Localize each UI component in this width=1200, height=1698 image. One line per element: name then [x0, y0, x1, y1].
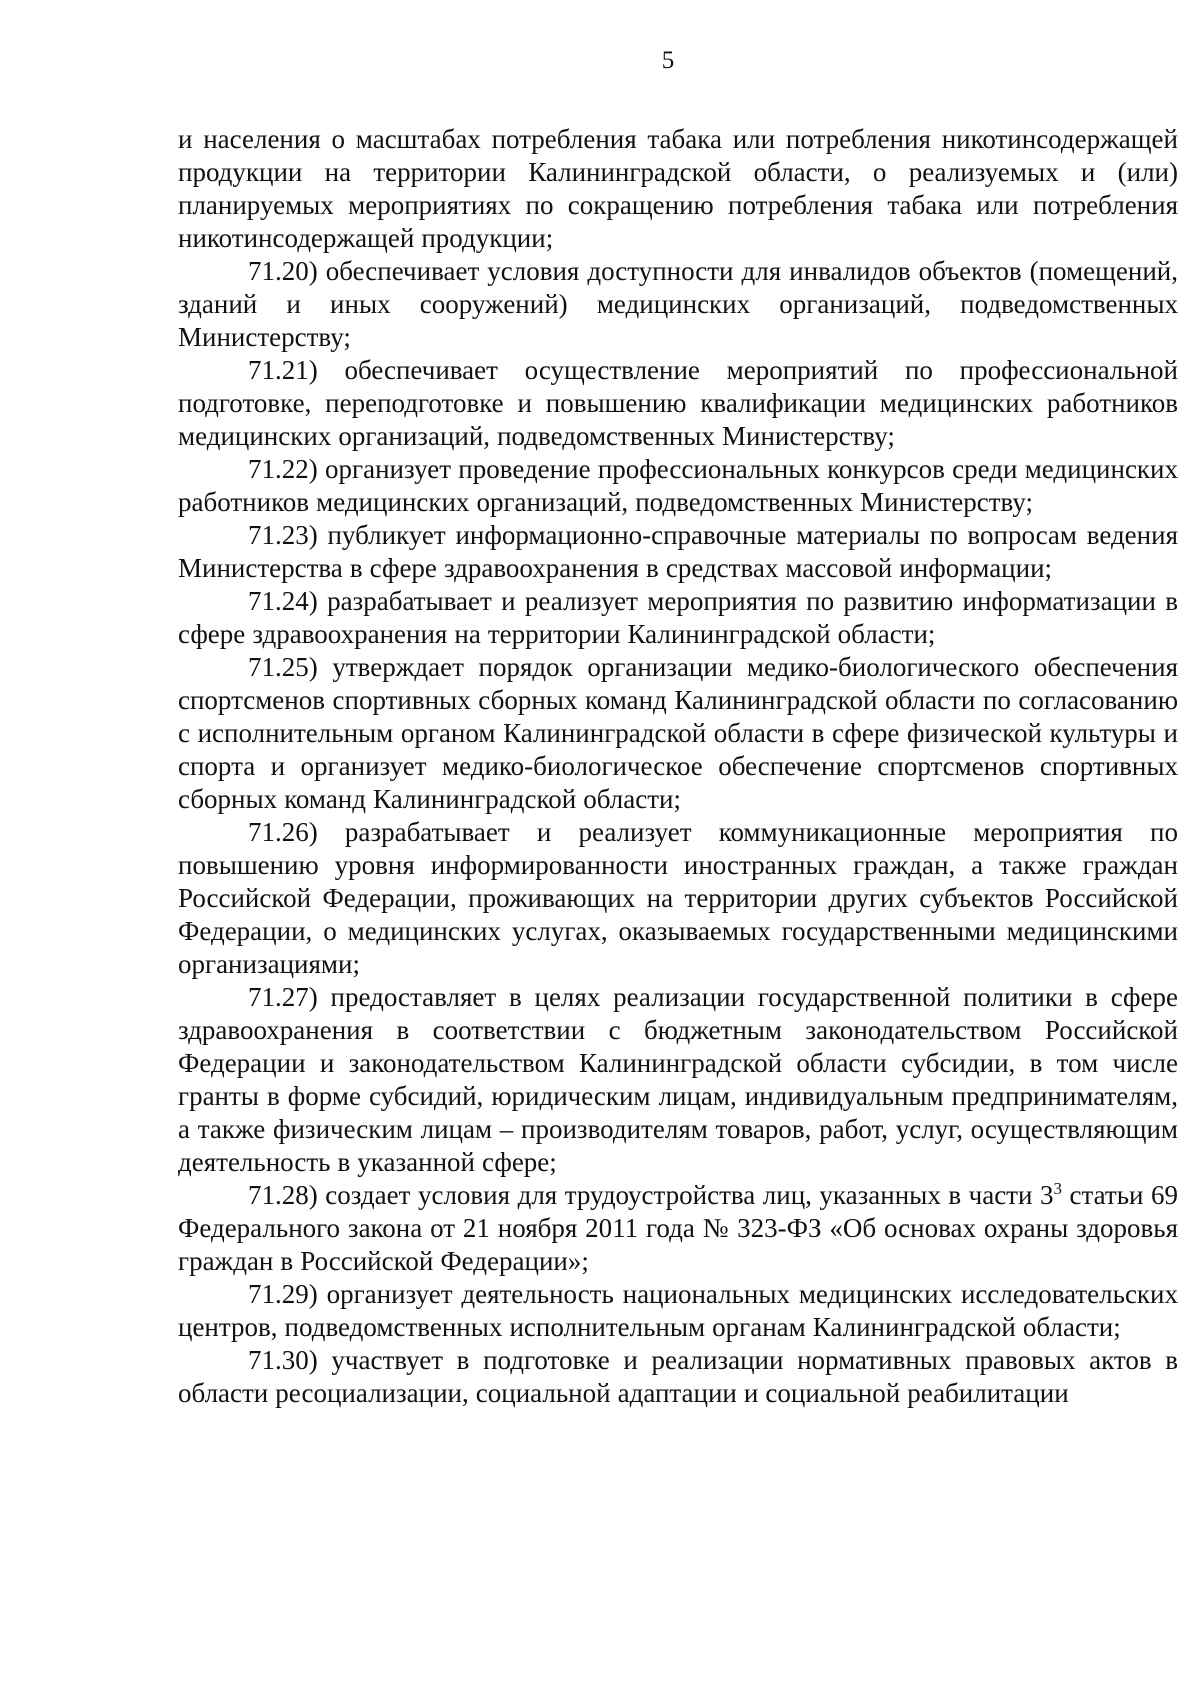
superscript-3: 3 [1053, 1179, 1062, 1198]
page-number: 5 [661, 47, 675, 74]
paragraph-71-29: 71.29) организует деятельность национальных медицинских исследовательских центров, подведомственных исполнительным органам Калининградской области; [178, 1279, 1178, 1342]
paragraph-71-28-text-after: статьи 69 Федерального закона от 21 ноября 2011 года № 323-ФЗ «Об основах охраны здоровья граждан в Российской Федерации»; [178, 1180, 1178, 1276]
paragraph-71-30: 71.30) участвует в подготовке и реализации нормативных правовых актов в области ресоциализации, социальной адаптации и социальной реабилитации [178, 1345, 1178, 1408]
document-body [178, 123, 1178, 1410]
paragraph-71-28 [178, 1179, 1178, 1278]
paragraph-71-25: 71.25) утверждает порядок организации медико-биологического обеспечения спортсменов спортивных сборных команд Калининградской области по согласованию с исполнительным органом Калининградской области в сфере физической культуры и спорта и организует медико-биологическое обеспечение спортсменов спортивных сборных команд Калининградской области; [178, 652, 1178, 814]
paragraph-71-28-text-before: 71.28) создает условия для трудоустройства лиц, указанных в части 3 [248, 1180, 1054, 1210]
paragraph-71-21: 71.21) обеспечивает осуществление мероприятий по профессиональной подготовке, переподготовке и повышению квалификации медицинских работников медицинских организаций, подведомственных Министерству; [178, 355, 1178, 451]
paragraph-71-20: 71.20) обеспечивает условия доступности для инвалидов объектов (помещений, зданий и иных сооружений) медицинских организаций, подведомственных Министерству; [178, 256, 1178, 352]
paragraph-71-22: 71.22) организует проведение профессиональных конкурсов среди медицинских работников медицинских организаций, подведомственных Министерству; [178, 454, 1178, 517]
paragraph-71-26: 71.26) разрабатывает и реализует коммуникационные мероприятия по повышению уровня информированности иностранных граждан, а также граждан Российской Федерации, проживающих на территории других субъектов Российской Федерации, о медицинских услугах, оказываемых государственными медицинскими организациями; [178, 817, 1178, 979]
paragraph-71-27: 71.27) предоставляет в целях реализации государственной политики в сфере здравоохранения в соответствии с бюджетным законодательством Российской Федерации и законодательством Калининградской области субсидии, в том числе гранты в форме субсидий, юридическим лицам, индивидуальным предпринимателям, а также физическим лицам – производителям товаров, работ, услуг, осуществляющим деятельность в указанной сфере; [178, 982, 1178, 1177]
paragraph-intro: и населения о масштабах потребления табака или потребления никотинсодержащей продукции на территории Калининградской области, о реализуемых и (или) планируемых мероприятиях по сокращению потребления табака или потребления никотинсодержащей продукции; [178, 124, 1178, 253]
paragraph-71-24: 71.24) разрабатывает и реализует мероприятия по развитию информатизации в сфере здравоохранения на территории Калининградской области; [178, 586, 1178, 649]
paragraph-71-23: 71.23) публикует информационно-справочные материалы по вопросам ведения Министерства в сфере здравоохранения в средствах массовой информации; [178, 520, 1178, 583]
